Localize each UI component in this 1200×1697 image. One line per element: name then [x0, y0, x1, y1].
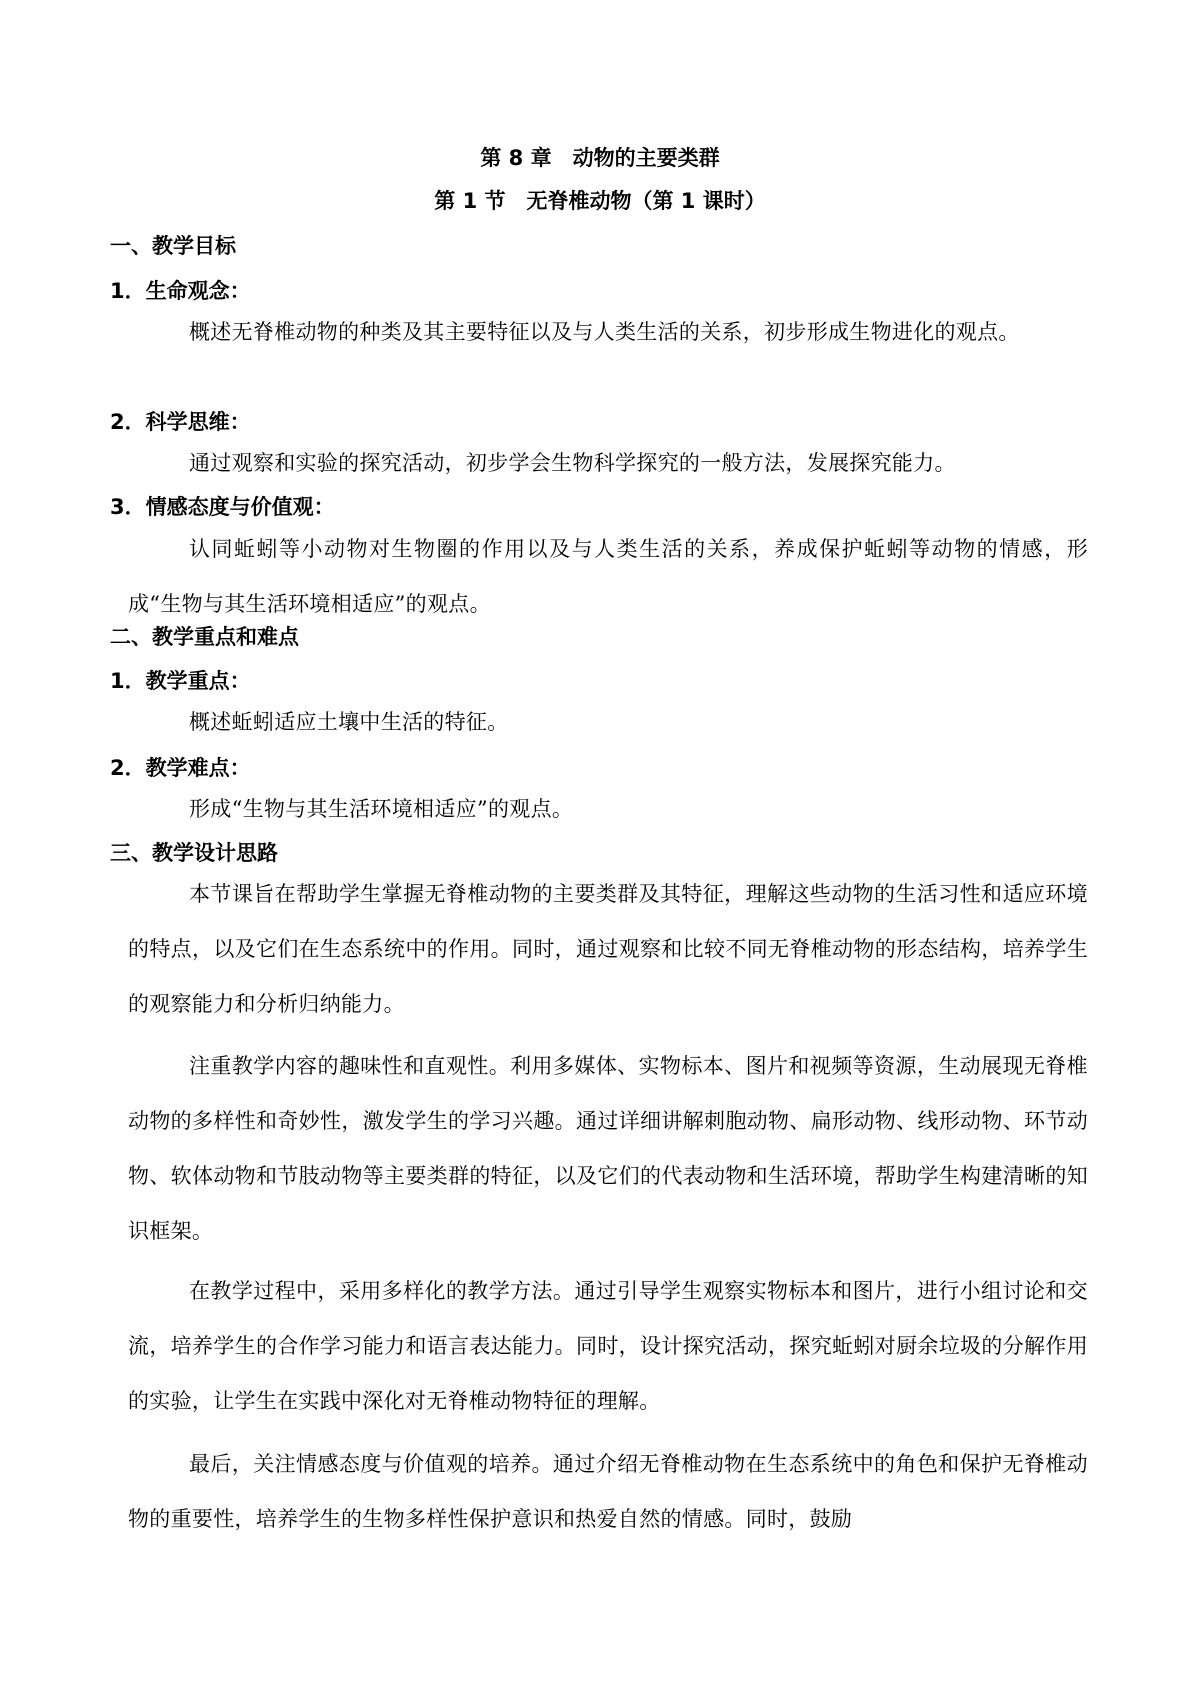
- objective-text-attitude-values: 认同蚯蚓等小动物对生物圈的作用以及与人类生活的关系，养成保护蚯蚓等动物的情感，形成“生物与其生活环境相适应”的观点。: [128, 537, 1088, 616]
- section-heading-key-points: 二、教学重点和难点: [110, 625, 299, 649]
- difficulty-label: 2．教学难点：: [110, 756, 251, 780]
- key-point-label: 1．教学重点：: [110, 669, 251, 693]
- design-paragraph-3: 在教学过程中，采用多样化的教学方法。通过引导学生观察实物标本和图片，进行小组讨论和交流，培养学生的合作学习能力和语言表达能力。同时，设计探究活动，探究蚯蚓对厨余垃圾的分解作用的实验，让学生在实践中深化对无脊椎动物特征的理解。: [128, 1279, 1088, 1413]
- chapter-title: 第 8 章 动物的主要类群: [480, 146, 720, 170]
- section-heading-objectives: 一、教学目标: [110, 234, 236, 258]
- objective-label-attitude-values: 3．情感态度与价值观：: [110, 495, 335, 519]
- objective-text-life-concept: 概述无脊椎动物的种类及其主要特征以及与人类生活的关系，初步形成生物进化的观点。: [189, 320, 1020, 344]
- design-paragraph-2: 注重教学内容的趣味性和直观性。利用多媒体、实物标本、图片和视频等资源，生动展现无脊椎动物的多样性和奇妙性，激发学生的学习兴趣。通过详细讲解刺胞动物、扁形动物、线形动物、环节动物、软体动物和节肢动物等主要类群的特征，以及它们的代表动物和生活环境，帮助学生构建清晰的知识框架。: [128, 1054, 1088, 1243]
- objective-label-life-concept: 1．生命观念：: [110, 279, 251, 303]
- key-point-text: 概述蚯蚓适应土壤中生活的特征。: [189, 710, 509, 734]
- section-title: 第 1 节 无脊椎动物（第 1 课时）: [434, 189, 766, 213]
- objective-text-scientific-thinking: 通过观察和实验的探究活动，初步学会生物科学探究的一般方法，发展探究能力。: [189, 451, 956, 475]
- design-paragraph-1: 本节课旨在帮助学生掌握无脊椎动物的主要类群及其特征，理解这些动物的生活习性和适应环境的特点，以及它们在生态系统中的作用。同时，通过观察和比较不同无脊椎动物的形态结构，培养学生的观察能力和分析归纳能力。: [128, 882, 1088, 1016]
- difficulty-text: 形成“生物与其生活环境相适应”的观点。: [189, 797, 574, 821]
- design-paragraph-4: 最后，关注情感态度与价值观的培养。通过介绍无脊椎动物在生态系统中的角色和保护无脊椎动物的重要性，培养学生的生物多样性保护意识和热爱自然的情感。同时，鼓励: [128, 1452, 1088, 1531]
- objective-label-scientific-thinking: 2．科学思维：: [110, 410, 251, 434]
- section-heading-design: 三、教学设计思路: [110, 841, 278, 865]
